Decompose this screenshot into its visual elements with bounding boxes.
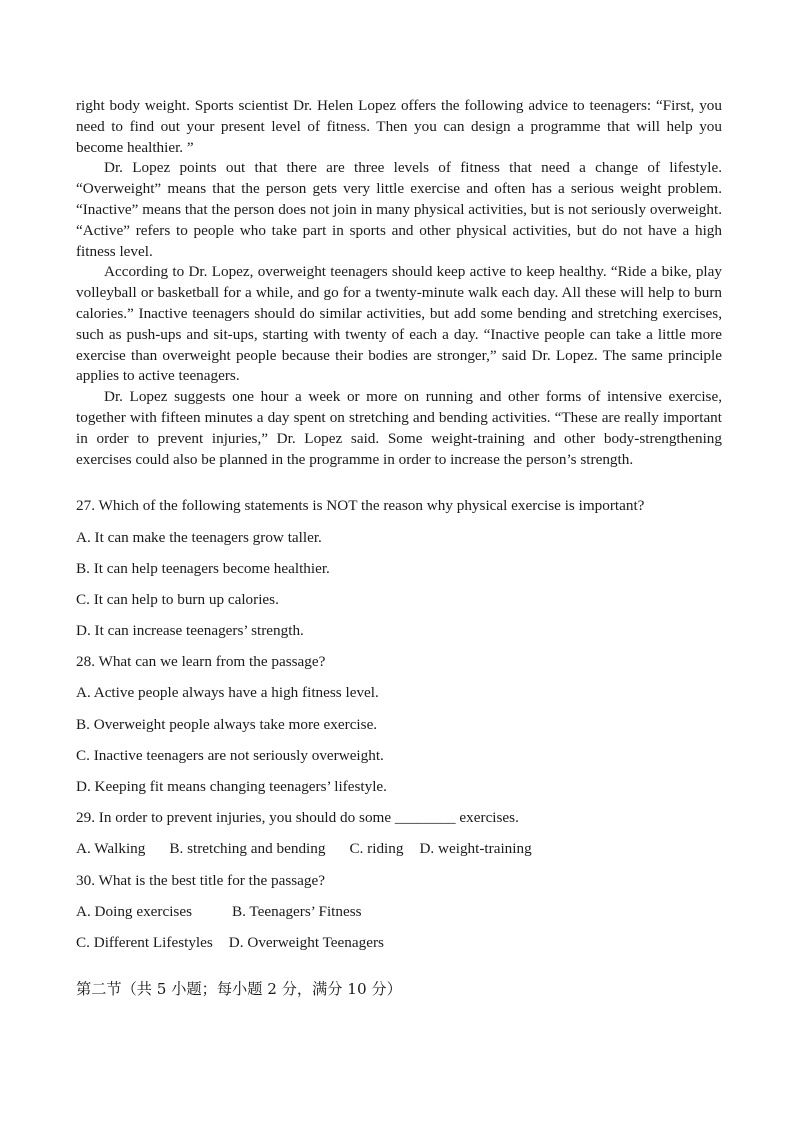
question-27-option-a: A. It can make the teenagers grow taller. [76,528,322,546]
question-28-stem: 28. What can we learn from the passage? [76,653,326,671]
question-29-option-c: C. riding [349,840,404,858]
question-28-option-a: A. Active people always have a high fitness level. [76,684,379,702]
question-27-option-c: C. It can help to burn up calories. [76,590,279,608]
question-30-stem: 30. What is the best title for the passage? [76,871,325,889]
page-content [76,96,722,999]
question-30-option-a: A. Doing exercises [76,902,192,920]
question-29-option-a: A. Walking [76,840,146,858]
question-29-option-d: D. weight-training [419,840,532,858]
question-27-option-d: D. It can increase teenagers’ strength. [76,622,304,640]
question-27-option-b: B. It can help teenagers become healthier. [76,559,330,577]
question-list [76,496,722,953]
question-30-option-c: C. Different Lifestyles [76,933,213,951]
passage-paragraph-2: Dr. Lopez points out that there are three levels of fitness that need a change of lifestyle. “Overweight” means that the person gets very little exercise and often has a serious weight problem. “Inactive” means that the person does not join in many physical activities, but is not seriously overweight. “Active” refers to people who take part in sports and other physical activities, but do not have a high fitness level. [76,159,722,260]
question-30-options-row-2 [76,933,722,953]
passage-paragraph-4: Dr. Lopez suggests one hour a week or more on running and other forms of intensive exercise, together with fifteen minutes a day spent on stretching and bending activities. “These are really important in order to prevent injuries,” Dr. Lopez said. Some weight-training and other body-strengthening exercises could also be planned in the programme in order to increase the person’s strength. [76,388,722,468]
question-28-option-d: D. Keeping fit means changing teenagers’ lifestyle. [76,778,387,796]
question-28-option-b: B. Overweight people always take more exercise. [76,715,378,733]
question-29-options [76,839,722,859]
question-29-option-b: B. stretching and bending [169,840,326,858]
question-29-stem: 29. In order to prevent injuries, you should do some ________ exercises. [76,809,519,827]
reading-passage [76,96,722,470]
question-28-option-c: C. Inactive teenagers are not seriously overweight. [76,746,384,764]
question-27-stem: 27. Which of the following statements is NOT the reason why physical exercise is important? [76,497,645,515]
question-30-option-d: D. Overweight Teenagers [228,933,384,951]
passage-paragraph-1: right body weight. Sports scientist Dr. Helen Lopez offers the following advice to teenagers: “First, you need to find out your present level of fitness. Then you can design a programme that will help you become healthier. ” [76,97,722,156]
question-30-option-b: B. Teenagers’ Fitness [231,902,362,920]
question-30-options-row-1 [76,902,722,922]
passage-paragraph-3: According to Dr. Lopez, overweight teenagers should keep active to keep healthy. “Ride a bike, play volleyball or basketball for a while, and go for a twenty-minute walk each day. All these will help to burn calories.” Inactive teenagers should do similar activities, but add some bending and stretching exercises, such as push-ups and sit-ups, starting with twenty of each a day. “Inactive people can take a little more exercise than overweight people because their bodies are stronger,” said Dr. Lopez. The same principle applies to active teenagers. [76,263,722,385]
section-heading: 第二节（共 5 小题；每小题 2 分，满分 10 分） [76,979,402,998]
